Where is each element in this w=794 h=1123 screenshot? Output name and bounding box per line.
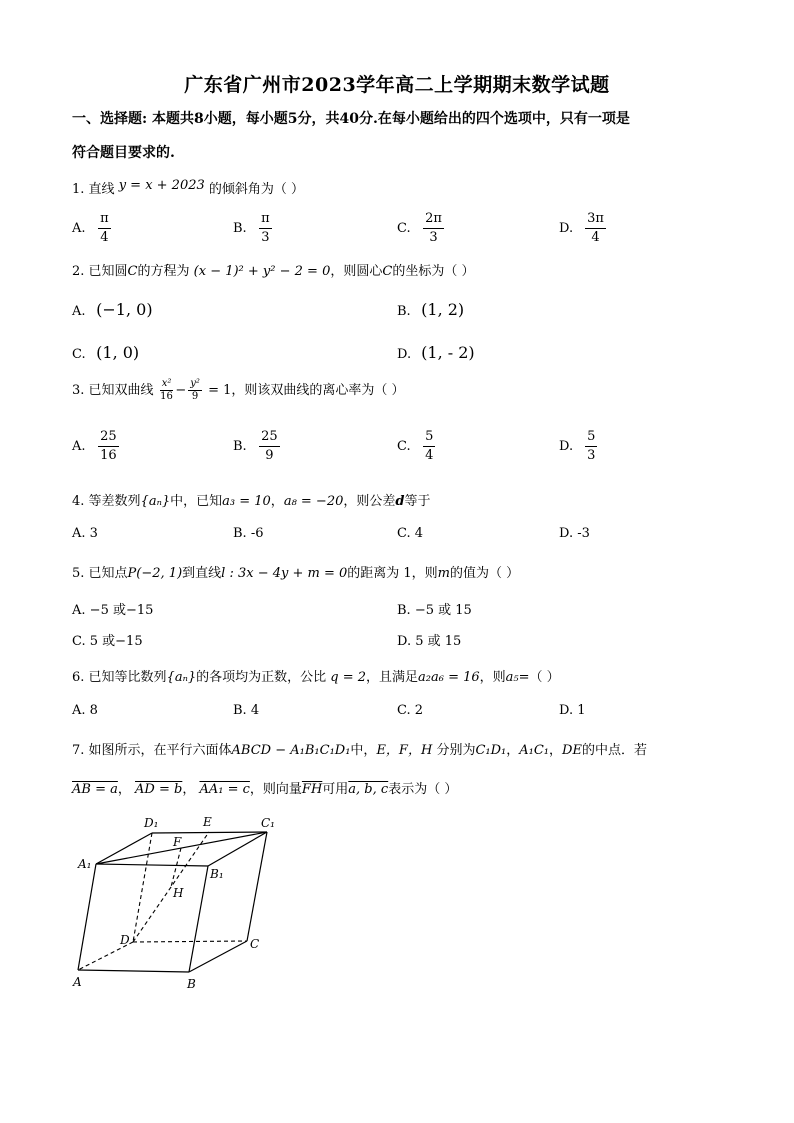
option-letter: D. [559,526,574,541]
q6-text: ，且满足 [366,670,419,685]
option-letter: C. [397,439,411,454]
q7-text: 表示为（ ） [388,782,458,797]
option-fraction: $\frac{5}{4}$ [425,429,434,463]
option-letter: B. [233,439,247,454]
q4-a3: a₃ = 10 [222,494,271,509]
label-B1: B₁ [210,867,224,881]
edge-D1-D [133,833,152,942]
option-letter: A. [72,526,86,541]
q2-circle-c: C [127,264,138,279]
option-value: 1 [577,703,586,718]
page-title: 广东省广州市2023学年高二上学期期末数学试题 [184,74,610,96]
q6-option-b[interactable] [233,703,259,718]
q5-line: l : 3x − 4y + m = 0 [221,566,348,581]
q1-suffix: 的倾斜角为（ ） [208,182,305,197]
option-value: 4 [414,526,424,541]
q7-sep: ， [506,743,520,758]
q7-vector: AA₁ = c [199,782,250,797]
q5-text: 5. 已知点 [72,566,128,581]
q2-text: 的方程为 [137,264,190,279]
q2-text: 的坐标为（ ） [392,264,475,279]
option-value: (1, 2) [421,300,465,319]
q7-text: 的中点．若 [581,743,647,758]
q4-option-d[interactable] [559,526,590,541]
option-value: −5 或−15 [89,603,154,618]
q4-text: ，则公差 [343,494,396,509]
q4-option-b[interactable] [233,526,264,541]
q4-sep: ， [270,494,284,509]
q4-d: d [395,494,405,509]
q6-a5: a₅ [505,670,519,685]
option-letter: A. [72,221,86,236]
q6-text: =（ ） [518,670,560,685]
edge-D-C [133,941,247,942]
option-letter: B. [233,526,247,541]
q1-option-a[interactable] [72,210,113,247]
label-B: B [187,977,196,991]
q3-option-d[interactable] [559,428,599,465]
option-fraction: $\frac{5}{3}$ [587,429,596,463]
q5-option-b[interactable] [397,599,472,618]
option-letter: A. [72,703,86,718]
section-heading-line1: 一、选择题: 本题共8小题，每小题5分，共40分.在每小题给出的四个选项中，只有一项是 [72,111,630,127]
q6-option-a[interactable] [72,703,98,718]
option-letter: C. [397,221,411,236]
q7-text: 中， [350,743,377,758]
q7-segment: A₁C₁ [519,743,550,758]
q6-option-c[interactable] [397,703,423,718]
q2-option-d[interactable] [397,343,475,362]
option-letter: D. [559,439,574,454]
q1-option-b[interactable] [233,210,274,247]
q2-text: ，则圆心 [330,264,383,279]
q3-fraction-y: $\frac{\text{y²}}{9}$ [190,378,200,402]
q5-option-d[interactable] [397,630,461,649]
segment-F-H [171,848,181,887]
q1-expr: y = x + 2023 [118,178,205,193]
option-letter: B. [233,703,247,718]
q7-text: 可用 [322,782,349,797]
option-fraction: $\frac{\pi}{4}$ [100,211,109,245]
q1-prefix: 1. 直线 [72,182,115,197]
edge-A-B [78,970,189,972]
option-value: (1, - 2) [421,343,475,362]
option-value: 3 [89,526,98,541]
q7-sep: ， [182,782,196,797]
edge-B1-B [189,866,208,972]
question-3 [72,378,405,403]
question-6 [72,666,560,685]
question-1 [72,178,304,197]
label-D: D [120,933,130,947]
q3-option-a[interactable] [72,428,121,465]
q7-vectors-abc: a, b, c [348,782,389,797]
q5-point: P(−2, 1) [127,566,183,581]
q6-ratio: q = 2 [330,670,367,685]
q2-equation: (x − 1)² + y² − 2 = 0 [193,264,331,279]
option-value: -3 [577,526,590,541]
option-letter: B. [233,221,247,236]
q1-option-c[interactable] [397,210,446,247]
option-letter: D. [559,703,574,718]
option-value: −5 或 15 [414,603,472,618]
q4-option-a[interactable] [72,526,98,541]
q4-text: 中，已知 [170,494,223,509]
label-E: E [203,815,212,829]
option-letter: D. [397,634,412,649]
q7-text: ，则向量 [249,782,302,797]
q7-segment: DE [562,743,582,758]
q7-vector: AB = a [72,782,118,797]
q2-text: 2. 已知圆 [72,264,128,279]
q5-option-c[interactable] [72,630,143,649]
question-5 [72,562,519,581]
option-fraction: $\frac{2\pi}{3}$ [425,211,442,245]
q2-option-b[interactable] [397,300,464,319]
option-value: (−1, 0) [96,300,153,319]
option-value: -6 [250,526,264,541]
label-H: H [173,886,184,900]
q6-condition: a₂a₆ = 16 [418,670,480,685]
q7-solid: ABCD − A₁B₁C₁D₁ [231,743,351,758]
option-letter: C. [72,347,86,362]
label-A1: A₁ [78,857,92,871]
edge-A1-A [78,864,96,970]
option-letter: C. [397,526,411,541]
option-fraction: $\frac{25}{16}$ [100,429,117,463]
edge-C1-C [247,832,267,941]
option-value: (1, 0) [96,343,140,362]
q7-vector-fh: $\overline{FH}$ [301,782,323,797]
section-heading [72,106,732,166]
q3-fraction-x: $\frac{\text{x²}}{16}$ [160,378,173,402]
q7-points: E，F，H [376,743,433,758]
q3-suffix: ，则该双曲线的离心率为（ ） [231,383,405,398]
q7-sep: ， [549,743,563,758]
edge-D1-C1 [152,832,267,833]
option-letter: C. [72,634,86,649]
q5-text: 的距离为 1，则 [347,566,438,581]
option-fraction: $\frac{25}{9}$ [261,429,278,463]
option-letter: A. [72,603,86,618]
option-letter: B. [397,603,411,618]
q4-a8: a₈ = −20 [283,494,344,509]
edge-A1-C1 [96,832,267,864]
q5-option-a[interactable] [72,599,153,618]
q7-text: 7. 如图所示，在平行六面体 [72,743,232,758]
q6-text: 6. 已知等比数列 [72,670,167,685]
q5-m: m [437,566,450,581]
section-heading-line2: 符合题目要求的. [72,145,175,161]
question-2 [72,260,474,279]
parallelepiped-figure [70,812,290,997]
q4-text: 等于 [404,494,431,509]
option-letter: D. [397,347,412,362]
option-fraction: $\frac{3\pi}{4}$ [587,211,604,245]
q4-option-c[interactable] [397,526,423,541]
label-C: C [250,937,260,951]
q3-prefix: 3. 已知双曲线 [72,383,154,398]
option-value: 8 [89,703,98,718]
q3-equals: = 1 [208,383,232,398]
label-F: F [173,835,182,849]
q5-text: 的值为（ ） [449,566,520,581]
q6-sequence: {aₙ} [166,670,197,685]
q2-option-a[interactable] [72,300,153,319]
question-7-line2 [72,778,457,797]
q7-text: 分别为 [436,743,476,758]
option-value: 5 或 15 [415,634,462,649]
q7-vector: AD = b [135,782,183,797]
question-4 [72,490,431,509]
q6-option-d[interactable] [559,703,586,718]
question-7-line1 [72,739,647,758]
label-A: A [73,975,82,989]
option-letter: B. [397,304,411,319]
option-letter: C. [397,703,411,718]
q4-sequence: {aₙ} [140,494,171,509]
label-C1: C₁ [261,816,275,830]
edge-A1-B1 [96,864,208,866]
option-letter: D. [559,221,574,236]
option-letter: A. [72,439,86,454]
option-value: 5 或−15 [89,634,143,649]
q7-segment: C₁D₁ [475,743,507,758]
edge-B-C [189,941,247,972]
q3-minus: − [175,383,187,398]
q6-text: ，则 [479,670,506,685]
option-fraction: $\frac{\pi}{3}$ [261,211,270,245]
q7-sep: ， [117,782,131,797]
q5-text: 到直线 [182,566,222,581]
q4-text: 4. 等差数列 [72,494,141,509]
q3-option-c[interactable] [397,428,437,465]
q3-option-b[interactable] [233,428,282,465]
option-value: 4 [250,703,260,718]
label-D1: D₁ [144,816,159,830]
option-value: 2 [414,703,424,718]
option-letter: A. [72,304,86,319]
q6-text: 的各项均为正数，公比 [196,670,327,685]
q2-circle-c: C [382,264,393,279]
q1-option-d[interactable] [559,210,608,247]
q2-option-c[interactable] [72,343,139,362]
